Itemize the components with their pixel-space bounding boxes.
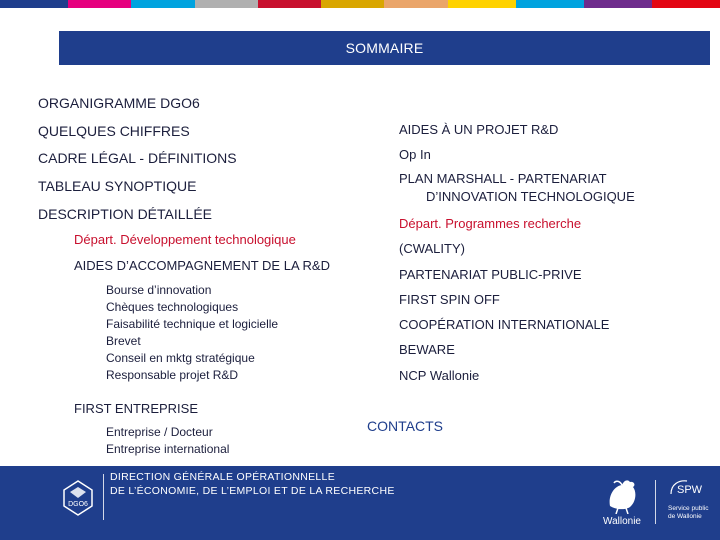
toc-aides-accompagnement[interactable]: AIDES D’ACCOMPAGNEMENT DE LA R&D <box>74 258 330 273</box>
toc-aides-projet[interactable]: AIDES À UN PROJET R&D <box>399 122 559 137</box>
list-item[interactable]: Chèques technologiques <box>106 300 239 314</box>
color-segment <box>195 0 258 8</box>
list-item[interactable]: Faisabilité technique et logicielle <box>106 317 279 331</box>
toc-op-in[interactable]: Op In <box>399 147 431 162</box>
list-item[interactable]: Responsable projet R&D <box>106 368 239 382</box>
header-band <box>59 31 710 65</box>
spw-sub-line-2: de Wallonie <box>668 513 702 520</box>
color-segment <box>258 0 321 8</box>
list-item[interactable]: Conseil en mktg stratégique <box>106 351 255 365</box>
spw-logo-text: SPW <box>677 484 703 496</box>
toc-item-organigramme[interactable]: ORGANIGRAMME DGO6 <box>38 95 200 111</box>
footer-divider <box>655 480 656 524</box>
color-segment <box>321 0 384 8</box>
first-list <box>106 424 229 458</box>
page-title: SOMMAIRE <box>345 40 424 56</box>
toc-dept-programmes[interactable]: Départ. Programmes recherche <box>399 216 582 231</box>
color-segment <box>516 0 584 8</box>
spw-sub-line-1: Service public <box>668 505 709 512</box>
toc-ppp[interactable]: PARTENARIAT PUBLIC-PRIVE <box>399 267 582 282</box>
toc-item-description[interactable]: DESCRIPTION DÉTAILLÉE <box>38 206 213 222</box>
color-segment <box>68 0 131 8</box>
aides-list <box>106 282 278 384</box>
spw-logo-icon <box>667 478 713 498</box>
dgo6-logo-text: DGO6 <box>68 501 88 508</box>
toc-ncp-wallonie[interactable]: NCP Wallonie <box>399 368 480 383</box>
list-item[interactable]: Entreprise international <box>106 442 230 456</box>
color-segment <box>131 0 194 8</box>
toc-dept-developpement[interactable]: Départ. Développement technologique <box>74 232 296 247</box>
toc-contacts[interactable]: CONTACTS <box>367 418 443 434</box>
toc-first-spin-off[interactable]: FIRST SPIN OFF <box>399 292 500 307</box>
top-color-bar <box>0 0 720 8</box>
color-segment <box>584 0 652 8</box>
plan-line-1: PLAN MARSHALL - PARTENARIAT <box>399 171 607 186</box>
toc-cwality[interactable]: (CWALITY) <box>399 241 465 256</box>
wallonie-label: Wallonie <box>603 516 641 527</box>
toc-item-cadre-legal[interactable]: CADRE LÉGAL - DÉFINITIONS <box>38 150 237 166</box>
color-segment <box>0 0 68 8</box>
color-segment <box>384 0 447 8</box>
footer-line-1: DIRECTION GÉNÉRALE OPÉRATIONNELLE <box>110 471 336 483</box>
footer-direction-text <box>110 470 395 498</box>
list-item[interactable]: Entreprise / Docteur <box>106 425 213 439</box>
footer-line-2: DE L’ÉCONOMIE, DE L’EMPLOI ET DE LA RECHERCHE <box>110 485 395 497</box>
toc-item-chiffres[interactable]: QUELQUES CHIFFRES <box>38 123 190 139</box>
toc-first-entreprise[interactable]: FIRST ENTREPRISE <box>74 401 199 416</box>
spw-subtitle <box>668 505 708 521</box>
toc-beware[interactable]: BEWARE <box>399 342 455 357</box>
wallonie-rooster-icon <box>600 476 645 514</box>
footer-divider <box>103 474 104 520</box>
dgo6-logo-icon <box>58 478 98 518</box>
toc-cooperation[interactable]: COOPÉRATION INTERNATIONALE <box>399 317 610 332</box>
toc-plan-marshall[interactable] <box>399 170 635 206</box>
toc-item-tableau[interactable]: TABLEAU SYNOPTIQUE <box>38 178 197 194</box>
color-segment <box>448 0 516 8</box>
color-segment <box>652 0 720 8</box>
list-item[interactable]: Bourse d’innovation <box>106 283 212 297</box>
list-item[interactable]: Brevet <box>106 334 141 348</box>
plan-line-2: D’INNOVATION TECHNOLOGIQUE <box>426 189 635 204</box>
